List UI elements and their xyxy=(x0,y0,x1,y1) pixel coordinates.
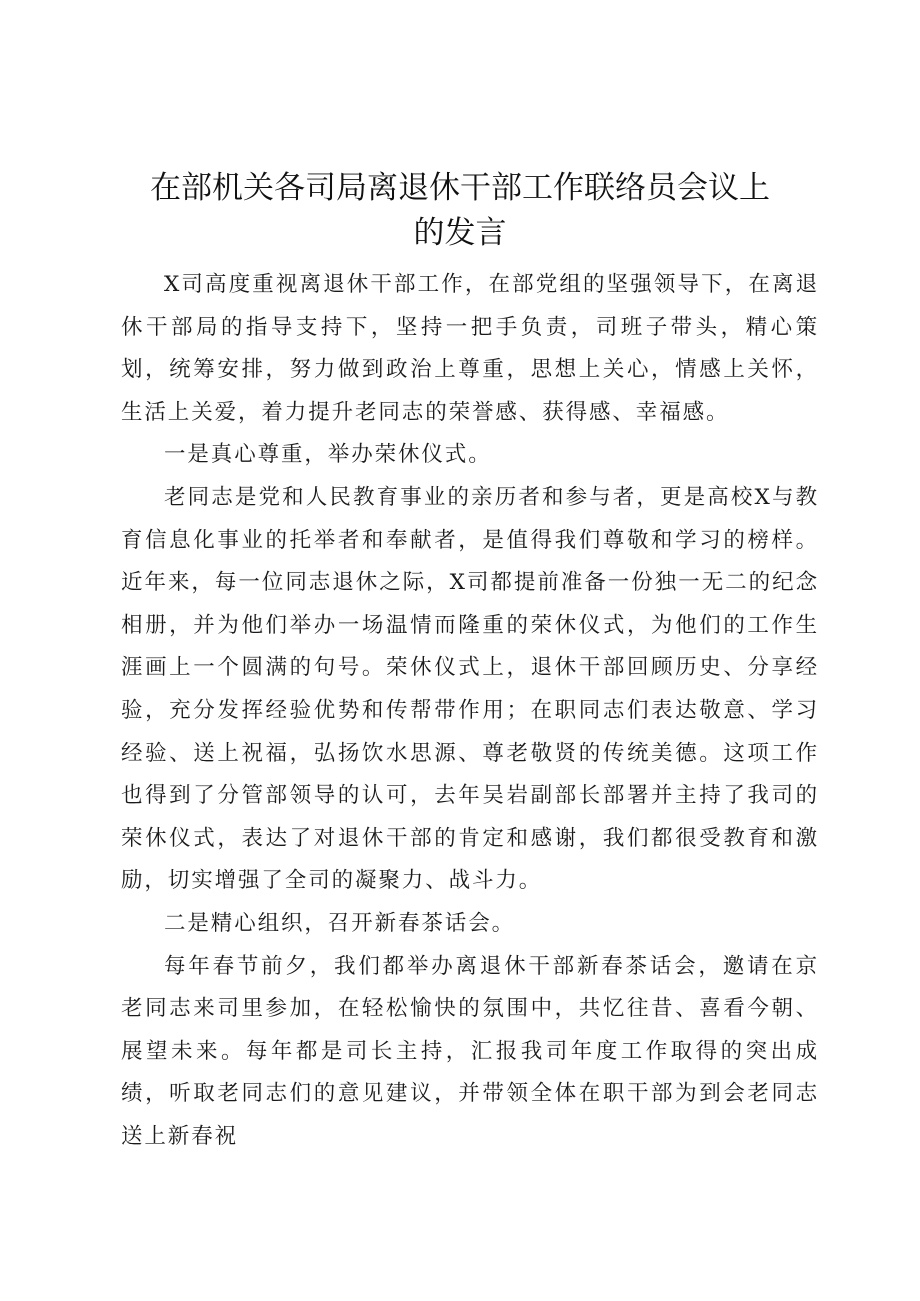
document-title xyxy=(100,166,820,256)
title-line-1: 在部机关各司局离退休干部工作联络员会议上 xyxy=(150,170,770,206)
paragraph-intro: X司高度重视离退休干部工作，在部党组的坚强领导下，在离退休干部局的指导支持下，坚持一把手负责，司班子带头，精心策划，统筹安排，努力做到政治上尊重，思想上关心，情感上关怀，生活上关爱，着力提升老同志的荣誉感、获得感、幸福感。 xyxy=(121,272,819,425)
document-body xyxy=(121,264,819,1158)
paragraph-tea-party: 每年春节前夕，我们都举办离退休干部新春茶话会，邀请在京老同志来司里参加，在轻松愉快的氛围中，共忆往昔、喜看今朝、展望未来。每年都是司长主持，汇报我司年度工作取得的突出成绩，听取老同志们的意见建议，并带领全体在职干部为到会老同志送上新春祝 xyxy=(121,953,819,1149)
paragraph-retirement-ceremony: 老同志是党和人民教育事业的亲历者和参与者，更是高校X与教育信息化事业的托举者和奉献者，是值得我们尊敬和学习的榜样。近年来，每一位同志退休之际，X司都提前准备一份独一无二的纪念相册，并为他们举办一场温情而隆重的荣休仪式，为他们的工作生涯画上一个圆满的句号。荣休仪式上，退休干部回顾历史、分享经验，充分发挥经验优势和传帮带作用；在职同志们表达敬意、学习经验、送上祝福，弘扬饮水思源、尊老敬贤的传统美德。这项工作也得到了分管部领导的认可，去年吴岩副部长部署并主持了我司的荣休仪式，表达了对退休干部的肯定和感谢，我们都很受教育和激励，切实增强了全司的凝聚力、战斗力。 xyxy=(121,484,819,894)
section-heading-1: 一是真心尊重，举办荣休仪式。 xyxy=(164,442,492,468)
section-heading-2: 二是精心组织，召开新春茶话会。 xyxy=(164,910,516,936)
title-line-2: 的发言 xyxy=(413,215,507,251)
